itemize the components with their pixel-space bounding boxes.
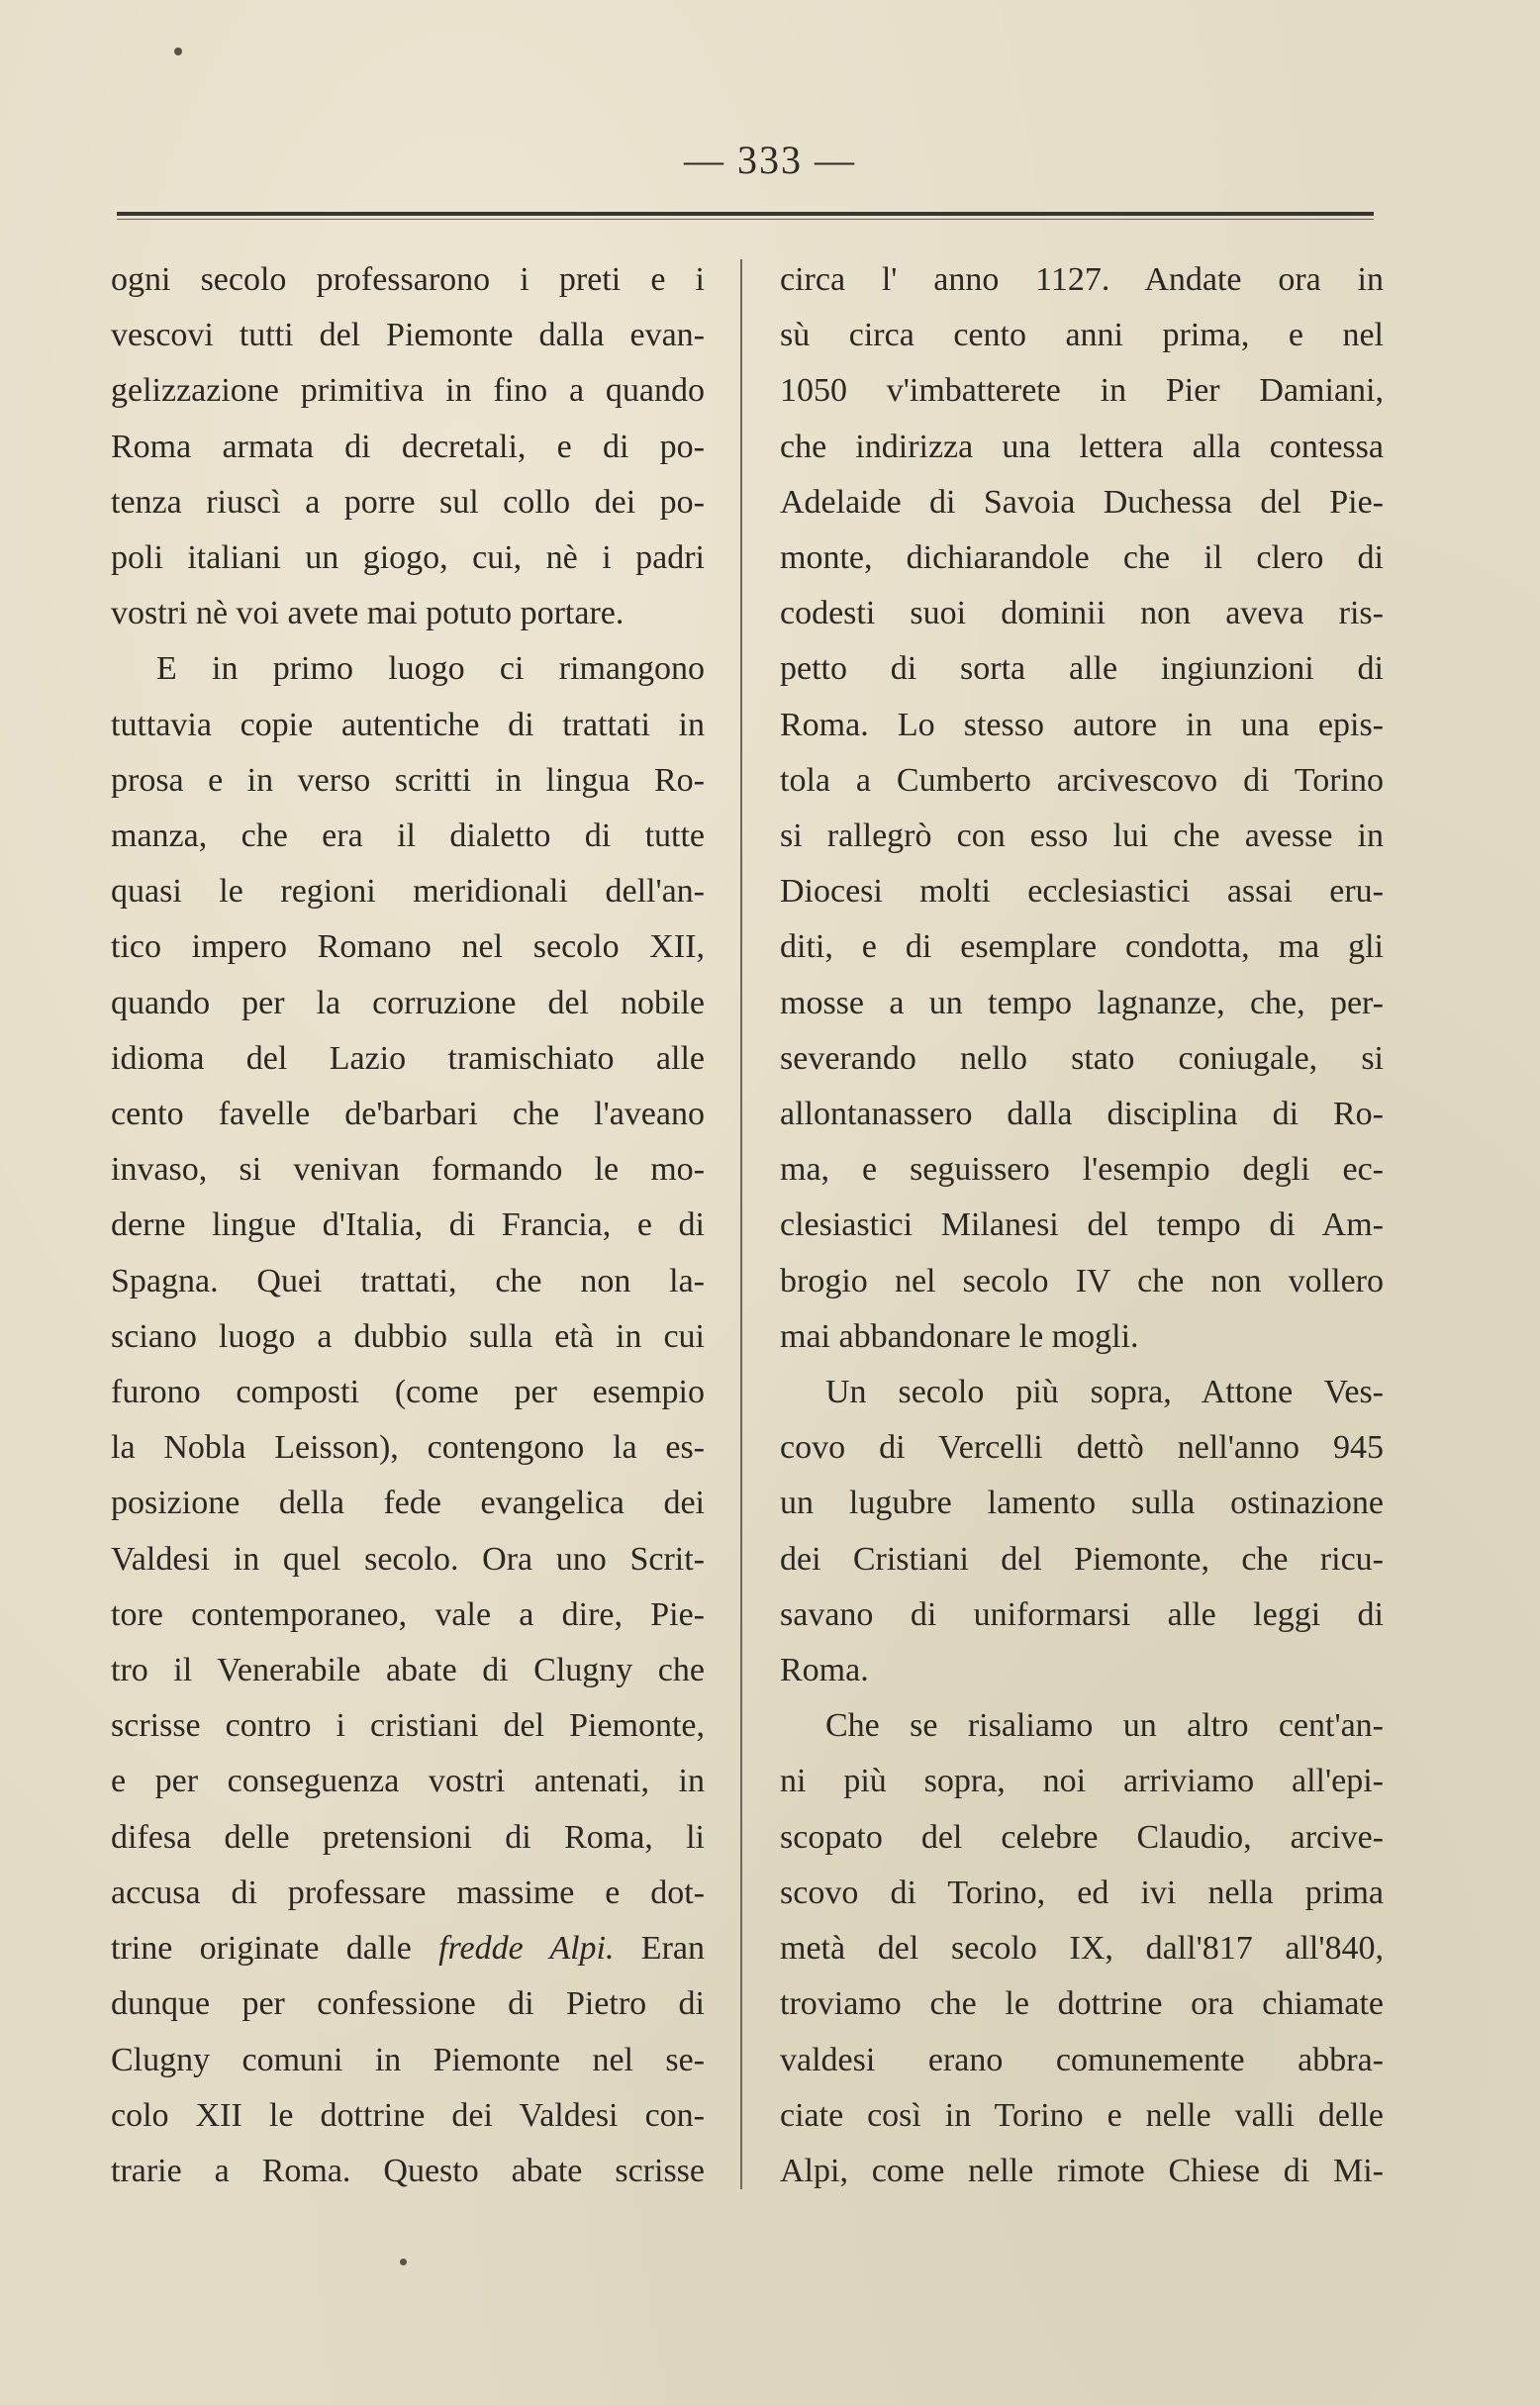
text-line: accusa di professare massime e dot- — [111, 1874, 705, 1911]
text-line-italic — [111, 1921, 705, 1976]
text-line: valdesi erano comunemente abbra- — [780, 2041, 1384, 2078]
text-line: Che se risaliamo un altro cent'an- — [825, 1707, 1384, 1745]
text-line: poli italiani un giogo, cui, nè i padri — [111, 539, 705, 577]
text-line: brogio nel secolo IV che non vollero — [780, 1262, 1384, 1299]
text-line: gelizzazione primitiva in fino a quando — [111, 372, 705, 410]
text-line: Adelaide di Savoia Duchessa del Pie- — [780, 483, 1384, 521]
text-segment: Eran — [614, 1930, 705, 1968]
text-line: vescovi tutti del Piemonte dalla evan- — [111, 317, 705, 354]
text-line: trarie a Roma. Questo abate scrisse — [111, 2152, 705, 2189]
text-line: E in primo luogo ci rimangono — [156, 650, 705, 688]
text-line: covo di Vercelli dettò nell'anno 945 — [780, 1429, 1384, 1467]
text-line: Diocesi molti ecclesiastici assai eru- — [780, 873, 1384, 911]
text-line: Valdesi in quel secolo. Ora uno Scrit- — [111, 1540, 705, 1578]
text-line: tuttavia copie autentiche di trattati in — [111, 706, 705, 743]
text-line: ni più sopra, noi arriviamo all'epi- — [780, 1763, 1384, 1800]
text-line: Spagna. Quei trattati, che non la- — [111, 1262, 705, 1299]
text-line: Roma armata di decretali, e di po- — [111, 428, 705, 465]
text-line: monte, dichiarandole che il clero di — [780, 539, 1384, 577]
text-line: petto di sorta alle ingiunzioni di — [780, 650, 1384, 688]
text-line: idioma del Lazio tramischiato alle — [111, 1039, 705, 1077]
text-line: sciano luogo a dubbio sulla età in cui — [111, 1317, 705, 1355]
text-line: scovo di Torino, ed ivi nella prima — [780, 1874, 1384, 1911]
column-divider — [740, 259, 742, 2189]
text-line: colo XII le dottrine dei Valdesi con- — [111, 2096, 705, 2134]
header-rule — [117, 212, 1374, 216]
text-line: clesiastici Milanesi del tempo di Am- — [780, 1206, 1384, 1244]
text-line: Roma. — [780, 1652, 869, 1689]
text-line: dunque per confessione di Pietro di — [111, 1985, 705, 2023]
text-line: tico impero Romano nel secolo XII, — [111, 928, 705, 966]
text-line: mosse a un tempo lagnanze, che, per- — [780, 984, 1384, 1021]
text-line: mai abbandonare le mogli. — [780, 1317, 1139, 1355]
text-line: posizione della fede evangelica dei — [111, 1485, 705, 1522]
text-line: scopato del celebre Claudio, arcive- — [780, 1818, 1384, 1856]
left-column — [111, 252, 705, 2199]
text-line: tro il Venerabile abate di Clugny che — [111, 1652, 705, 1689]
text-line: savano di uniformarsi alle leggi di — [780, 1595, 1384, 1633]
text-line: derne lingue d'Italia, di Francia, e di — [111, 1206, 705, 1244]
ink-speck — [174, 48, 182, 55]
text-line: prosa e in verso scritti in lingua Ro- — [111, 761, 705, 799]
text-line: ogni secolo professarono i preti e i — [111, 261, 705, 298]
text-line: 1050 v'imbatterete in Pier Damiani, — [780, 372, 1384, 410]
text-line: invaso, si venivan formando le mo- — [111, 1151, 705, 1189]
text-line: Roma. Lo stesso autore in una epis- — [780, 706, 1384, 743]
text-line: circa l' anno 1127. Andate ora in — [780, 261, 1384, 298]
text-line: quasi le regioni meridionali dell'an- — [111, 873, 705, 911]
text-line: sù circa cento anni prima, e nel — [780, 317, 1384, 354]
header-rule-thin — [117, 219, 1374, 220]
text-line: diti, e di esemplare condotta, ma gli — [780, 928, 1384, 966]
text-line: tore contemporaneo, vale a dire, Pie- — [111, 1595, 705, 1633]
text-line: vostri nè voi avete mai potuto portare. — [111, 595, 625, 632]
text-line: quando per la corruzione del nobile — [111, 984, 705, 1021]
text-line: manza, che era il dialetto di tutte — [111, 818, 705, 855]
text-line: e per conseguenza vostri antenati, in — [111, 1763, 705, 1800]
text-line: ciate così in Torino e nelle valli delle — [780, 2096, 1384, 2134]
text-segment: trine originate dalle — [111, 1930, 439, 1968]
text-line: la Nobla Leisson), contengono la es- — [111, 1429, 705, 1467]
right-column — [780, 252, 1384, 2199]
text-line: che indirizza una lettera alla contessa — [780, 428, 1384, 465]
text-line: tola a Cumberto arcivescovo di Torino — [780, 761, 1384, 799]
text-line: un lugubre lamento sulla ostinazione — [780, 1485, 1384, 1522]
text-line: troviamo che le dottrine ora chiamate — [780, 1985, 1384, 2023]
text-line: codesti suoi dominii non aveva ris- — [780, 595, 1384, 632]
text-line: allontanassero dalla disciplina di Ro- — [780, 1096, 1384, 1133]
text-line: metà del secolo IX, dall'817 all'840, — [780, 1930, 1384, 1968]
text-line: tenza riuscì a porre sul collo dei po- — [111, 483, 705, 521]
text-line: furono composti (come per esempio — [111, 1374, 705, 1411]
italic-phrase: fredde Alpi. — [438, 1930, 615, 1968]
text-line: cento favelle de'barbari che l'aveano — [111, 1096, 705, 1133]
text-line: Clugny comuni in Piemonte nel se- — [111, 2041, 705, 2078]
text-line: Un secolo più sopra, Attone Ves- — [825, 1374, 1384, 1411]
text-line: si rallegrò con esso lui che avesse in — [780, 818, 1384, 855]
ink-speck — [400, 2259, 407, 2265]
text-line: dei Cristiani del Piemonte, che ricu- — [780, 1540, 1384, 1578]
text-line: scrisse contro i cristiani del Piemonte, — [111, 1707, 705, 1745]
text-line: ma, e seguissero l'esempio degli ec- — [780, 1151, 1384, 1189]
text-line: difesa delle pretensioni di Roma, li — [111, 1818, 705, 1856]
text-line: Alpi, come nelle rimote Chiese di Mi- — [780, 2152, 1384, 2189]
page-number: — 333 — — [684, 138, 856, 182]
text-line: severando nello stato coniugale, si — [780, 1039, 1384, 1077]
